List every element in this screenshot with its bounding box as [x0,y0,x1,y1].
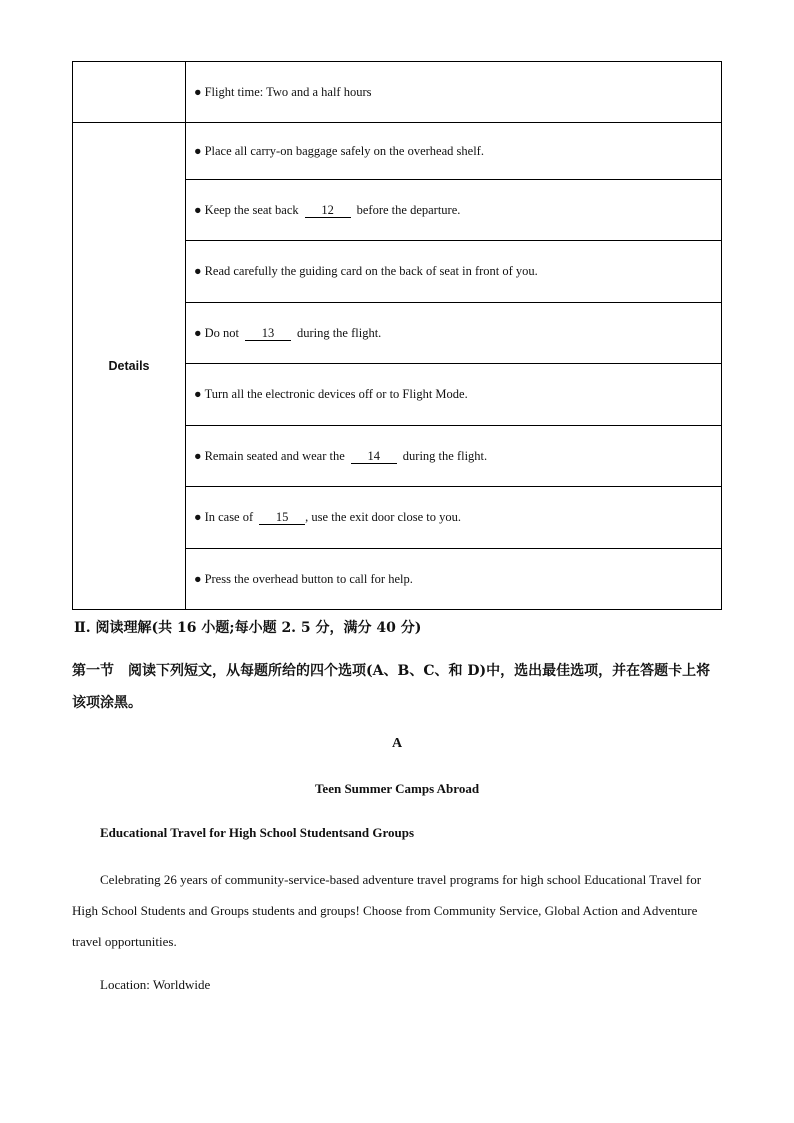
bullet-icon: ● [194,448,202,463]
row-text: Remain seated and wear the [204,448,345,463]
table-row [73,123,722,180]
article-paragraph: Celebrating 26 years of community-service-based adventure travel programs for high school Educational Travel for High School Students and Groups students and groups! Choose from Community Service, Global Action and Adventure travel opportunities. [72,872,702,949]
bullet-icon: ● [194,143,202,158]
bullet-icon: ● [194,571,202,586]
table-cell [186,303,722,364]
bullet-icon: ● [194,387,202,401]
row-text: Place all carry-on baggage safely on the overhead shelf. [204,143,484,158]
table-cell [186,241,722,303]
section-heading: Ⅱ. 阅读理解(共 16 小题;每小题 2. 5 分，满分 40 分) [74,620,422,636]
flight-info-table [72,61,722,610]
row-text: before the departure. [356,202,461,217]
table-cell [186,123,722,180]
blank-12: 12 [305,204,351,218]
empty-label-cell [73,62,186,123]
row-text: Turn all the electronic devices off or to Flight Mode. [204,387,468,401]
blank-13: 13 [245,327,291,341]
row-text: Keep the seat back [204,202,299,217]
article-title: Teen Summer Camps Abroad [314,781,480,796]
article-subtitle: Educational Travel for High School Studentsand Groups [100,825,414,840]
section-instruction: 第一节 阅读下列短文，从每题所给的四个选项(A、B、C、和 D)中，选出最佳选项，并在答题卡上将该项涂黑。 [72,663,711,711]
bullet-icon: ● [194,84,202,99]
passage-letter: A [391,736,403,751]
bullet-icon: ● [194,325,202,340]
details-label: Details [73,123,186,610]
row-text: Flight time: Two and a half hours [204,84,372,99]
row-text: , use the exit door close to you. [305,510,462,524]
bullet-icon: ● [194,510,202,524]
table-cell [186,180,722,241]
table-cell [186,426,722,487]
row-text: during the flight. [402,448,488,463]
bullet-icon: ● [194,264,202,278]
table-cell [186,549,722,610]
row-text: In case of [204,510,254,524]
bullet-icon: ● [194,202,202,217]
table-cell [186,487,722,549]
table-cell [186,62,722,123]
blank-15: 15 [259,511,305,525]
row-text: Read carefully the guiding card on the back of seat in front of you. [204,264,538,278]
location-line: Location: Worldwide [100,977,211,992]
table-row [73,62,722,123]
row-text: Press the overhead button to call for help. [204,571,413,586]
row-text: during the flight. [296,325,382,340]
table-cell [186,364,722,426]
blank-14: 14 [351,450,397,464]
row-text: Do not [204,325,239,340]
